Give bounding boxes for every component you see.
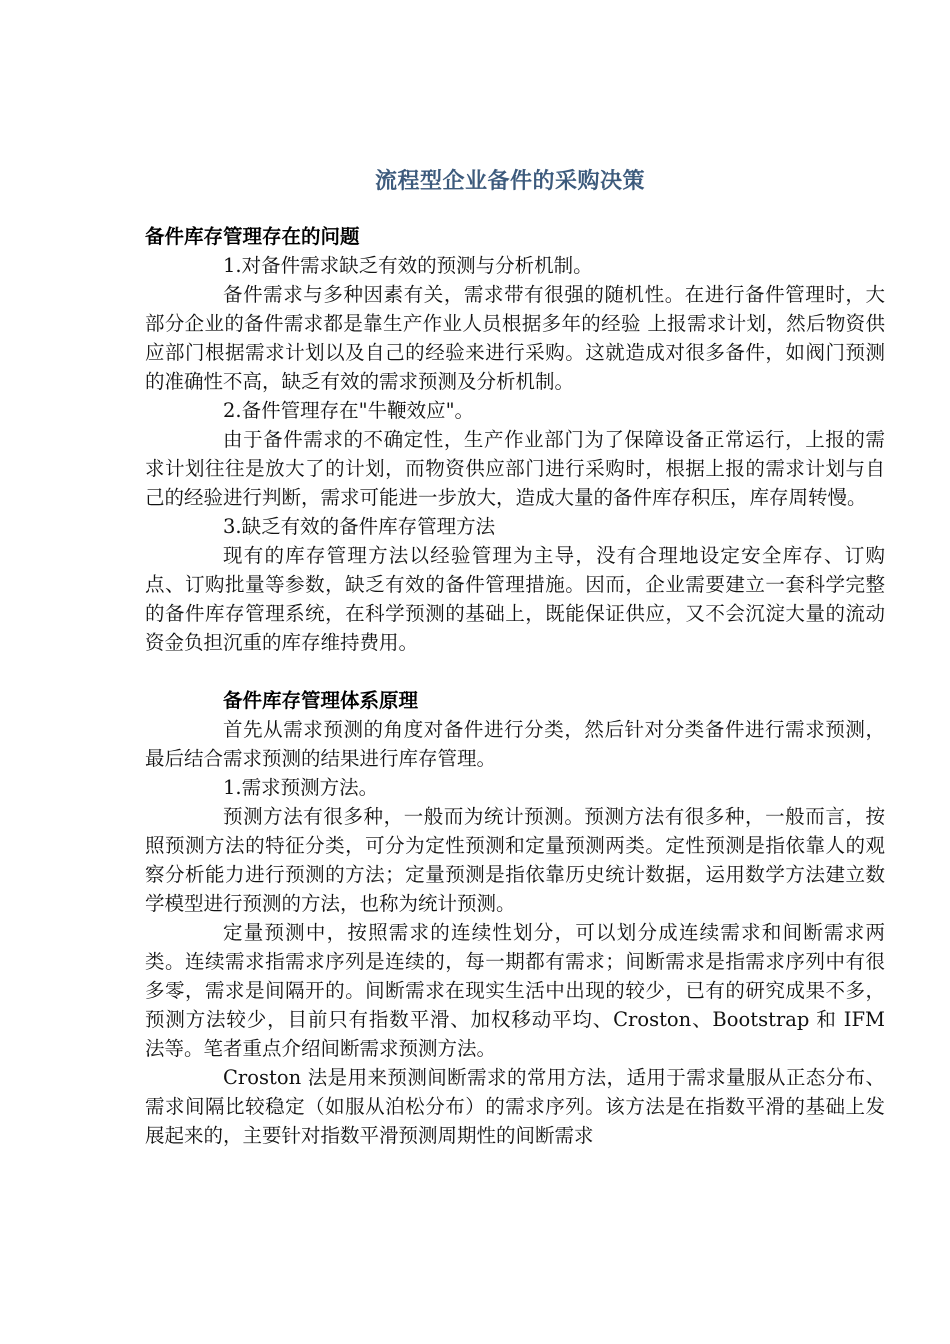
document-title: 流程型企业备件的采购决策 xyxy=(374,168,645,194)
paragraph: 现有的库存管理方法以经验管理为主导，没有合理地设定安全库存、订购点、订购批量等参数，缺乏有效的备件管理措施。因而，企业需要建立一套科学完整的备件库存管理系统，在科学预测的基础上，既能保证供应，又不会沉淀大量的流动资金负担沉重的库存维持费用。 xyxy=(145,544,885,654)
section-heading: 备件库存管理体系原理 xyxy=(223,689,419,712)
paragraph: 1.对备件需求缺乏有效的预测与分析机制。 xyxy=(223,254,593,277)
paragraph: 首先从需求预测的角度对备件进行分类，然后针对分类备件进行需求预测，最后结合需求预测的结果进行库存管理。 xyxy=(145,718,885,770)
section-heading: 备件库存管理存在的问题 xyxy=(145,225,360,248)
paragraph: 2.备件管理存在"牛鞭效应"。 xyxy=(223,399,475,422)
section-spacer xyxy=(145,657,885,686)
document-body xyxy=(145,222,885,1150)
paragraph: 由于备件需求的不确定性，生产作业部门为了保障设备正常运行，上报的需求计划往往是放大了的计划，而物资供应部门进行采购时，根据上报的需求计划与自己的经验进行判断，需求可能进一步放大，造成大量的备件库存积压，库存周转慢。 xyxy=(145,428,885,509)
paragraph: 3.缺乏有效的备件库存管理方法 xyxy=(223,515,496,538)
paragraph: 预测方法有很多种，一般而为统计预测。预测方法有很多种，一般而言，按照预测方法的特征分类，可分为定性预测和定量预测两类。定性预测是指依靠人的观察分析能力进行预测的方法；定量预测是指依靠历史统计数据，运用数学方法建立数学模型进行预测的方法，也称为统计预测。 xyxy=(145,805,885,915)
paragraph: 1.需求预测方法。 xyxy=(223,776,379,799)
paragraph: 定量预测中，按照需求的连续性划分，可以划分成连续需求和间断需求两类。连续需求指需求序列是连续的，每一期都有需求；间断需求是指需求序列中有很多零，需求是间隔开的。间断需求在现实生活中出现的较少，已有的研究成果不多，预测方法较少，目前只有指数平滑、加权移动平均、Croston、Bootstrap 和 IFM 法等。笔者重点介绍间断需求预测方法。 xyxy=(145,921,885,1060)
paragraph: 备件需求与多种因素有关，需求带有很强的随机性。在进行备件管理时，大部分企业的备件需求都是靠生产作业人员根据多年的经验 上报需求计划，然后物资供应部门根据需求计划以及自己的经验来进行采购。这就造成对很多备件，如阀门预测的准确性不高，缺乏有效的需求预测及分析机制。 xyxy=(145,283,885,393)
paragraph: Croston 法是用来预测间断需求的常用方法，适用于需求量服从正态分布、需求间隔比较稳定（如服从泊松分布）的需求序列。该方法是在指数平滑的基础上发展起来的，主要针对指数平滑预测周期性的间断需求 xyxy=(145,1066,885,1147)
